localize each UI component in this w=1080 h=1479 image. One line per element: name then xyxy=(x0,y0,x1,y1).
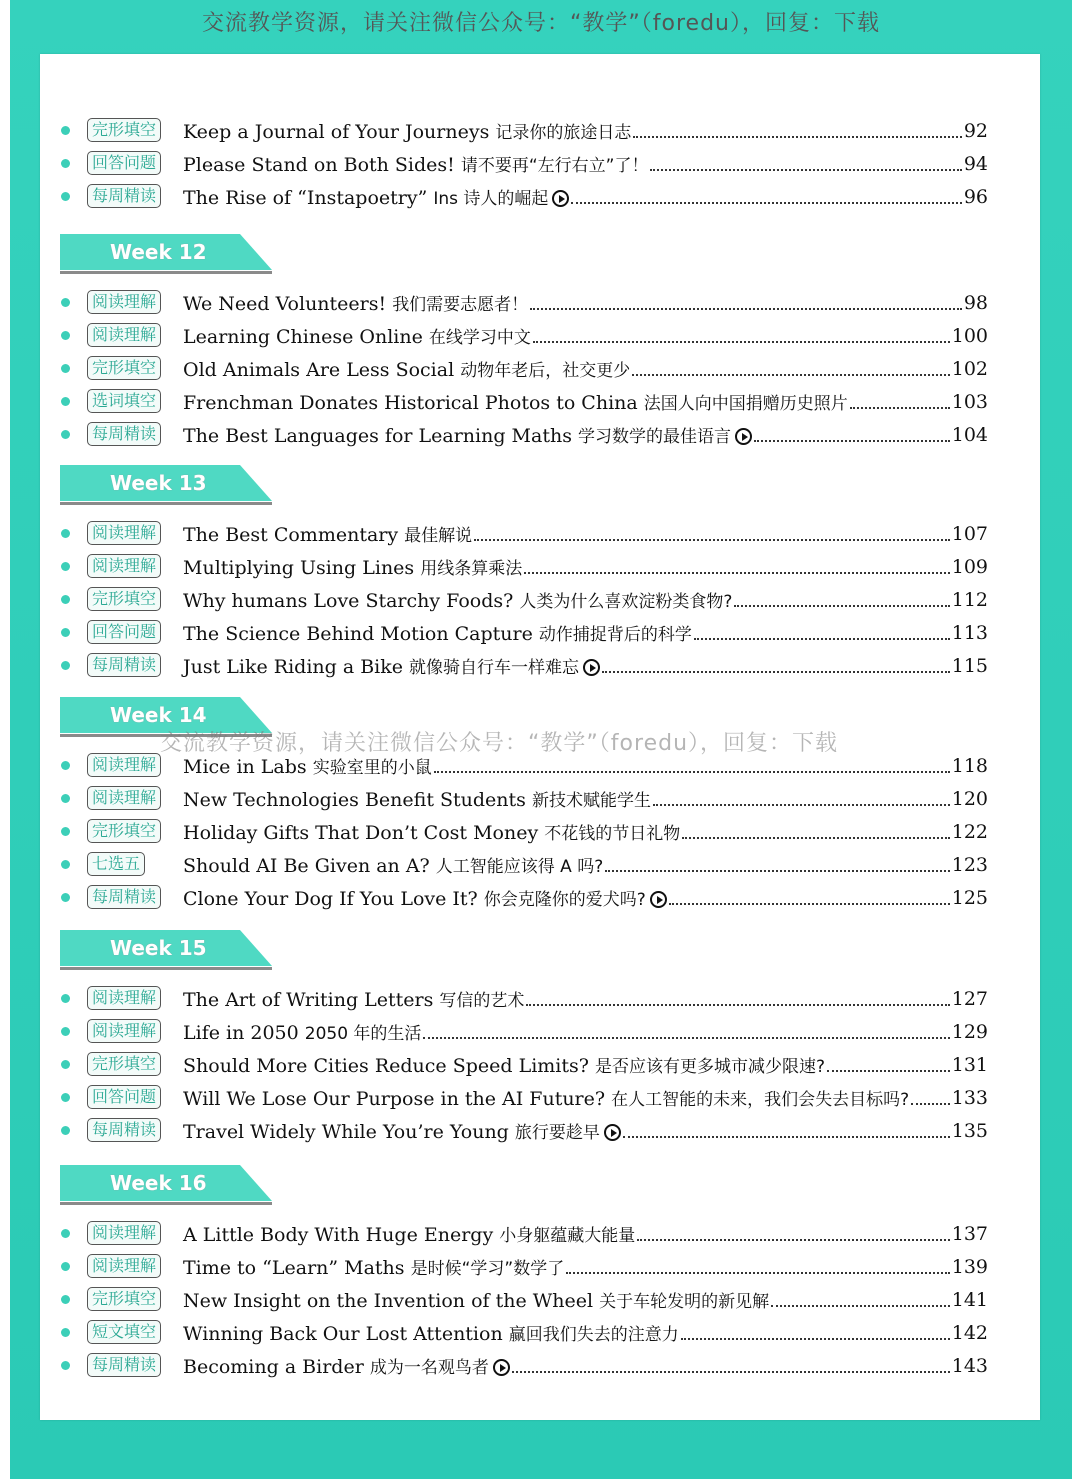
dot-leader xyxy=(512,1371,950,1373)
entry-title-english: Time to “Learn” Maths xyxy=(183,1257,411,1279)
entry-title-chinese: 小身躯蕴藏大能量 xyxy=(499,1226,636,1246)
toc-entry[interactable] xyxy=(40,881,1040,914)
entry-title-chinese: 2050 年的生活 xyxy=(304,1024,422,1044)
entry-title-row xyxy=(183,114,988,147)
dot-leader xyxy=(632,374,950,376)
page-number: 98 xyxy=(963,291,988,314)
entry-title-english: Winning Back Our Lost Attention xyxy=(183,1323,509,1345)
exercise-type-tag: 阅读理解 xyxy=(87,323,161,347)
entry-title-english: Old Animals Are Less Social xyxy=(183,359,461,381)
week-section xyxy=(40,234,1040,451)
week-banner xyxy=(60,930,272,966)
entry-title-english: Frenchman Donates Historical Photos to China xyxy=(183,392,644,414)
entry-title-english: A Little Body With Huge Energy xyxy=(183,1224,500,1246)
toc-entry[interactable] xyxy=(40,550,1040,583)
entry-title-chinese: 不花钱的节日礼物 xyxy=(544,824,681,844)
entry-title-english: Learning Chinese Online xyxy=(183,326,429,348)
exercise-type-tag: 阅读理解 xyxy=(87,986,161,1010)
exercise-type-tag: 短文填空 xyxy=(87,1320,161,1344)
toc-entry[interactable] xyxy=(40,982,1040,1015)
entry-title-english: Will We Lose Our Purpose in the AI Future? xyxy=(183,1088,612,1110)
entry-list xyxy=(40,517,1040,682)
entry-title-chinese: 最佳解说 xyxy=(404,526,473,546)
exercise-type-tag: 完形填空 xyxy=(87,819,161,843)
exercise-type-tag: 完形填空 xyxy=(87,356,161,380)
page-number: 137 xyxy=(951,1222,988,1245)
entry-title-english: The Science Behind Motion Capture xyxy=(183,623,539,645)
entry-title-chinese: 记录你的旅途日志 xyxy=(495,123,632,143)
toc-entry[interactable] xyxy=(40,319,1040,352)
entry-title-english: We Need Volunteers! xyxy=(183,293,393,315)
entry-title xyxy=(183,521,472,546)
dot-leader xyxy=(434,771,950,773)
exercise-type-tag: 阅读理解 xyxy=(87,1221,161,1245)
entry-title-row xyxy=(183,782,988,815)
entry-title-english: Holiday Gifts That Don’t Cost Money xyxy=(183,822,545,844)
exercise-type-tag: 七选五 xyxy=(87,852,145,876)
entry-title-chinese: 学习数学的最佳语言 xyxy=(578,427,731,447)
entry-title-chinese: 你会克隆你的爱犬吗? xyxy=(483,890,646,910)
entry-title-english: The Best Commentary xyxy=(183,524,405,546)
week-underline xyxy=(60,502,272,505)
toc-entry[interactable] xyxy=(40,583,1040,616)
audio-play-icon[interactable] xyxy=(493,1359,510,1376)
page-number: 143 xyxy=(951,1354,988,1377)
entry-title-chinese: 法国人向中国捐赠历史照片 xyxy=(643,394,848,414)
exercise-type-tag: 每周精读 xyxy=(87,184,161,208)
entry-list xyxy=(40,982,1040,1147)
exercise-type-tag: 选词填空 xyxy=(87,389,161,413)
toc-entry[interactable] xyxy=(40,1283,1040,1316)
bullet-dot-icon xyxy=(61,529,70,538)
entry-title xyxy=(183,1320,679,1345)
entry-title xyxy=(183,422,752,447)
bullet-dot-icon xyxy=(61,364,70,373)
bullet-dot-icon xyxy=(61,397,70,406)
entry-title-chinese: 用线条算乘法 xyxy=(420,559,523,579)
audio-play-icon[interactable] xyxy=(552,190,569,207)
bullet-dot-icon xyxy=(61,331,70,340)
week-section xyxy=(40,697,1040,914)
entry-title-row xyxy=(183,319,988,352)
entry-title-row xyxy=(183,1316,988,1349)
bullet-dot-icon xyxy=(61,430,70,439)
entry-title-chinese: 是否应该有更多城市减少限速? xyxy=(594,1057,826,1077)
entry-title xyxy=(183,885,667,910)
page-number: 103 xyxy=(951,390,988,413)
entry-title-row xyxy=(183,1217,988,1250)
entry-title xyxy=(183,587,732,612)
entry-list xyxy=(40,286,1040,451)
dot-leader xyxy=(602,671,950,673)
page-number: 135 xyxy=(951,1119,988,1142)
toc-entry[interactable] xyxy=(40,749,1040,782)
entry-title-english: Multiplying Using Lines xyxy=(183,557,421,579)
toc-entry[interactable] xyxy=(40,1114,1040,1147)
entry-title-row xyxy=(183,982,988,1015)
week-banner xyxy=(60,234,272,270)
contents-page xyxy=(40,54,1040,1420)
page-number: 107 xyxy=(951,522,988,545)
header-text: 交流教学资源，请关注微信公众号：“教学”（foredu），回复：下载 xyxy=(201,11,880,36)
entry-title-chinese: 动物年老后，社交更少 xyxy=(460,361,631,381)
entry-title xyxy=(183,118,631,143)
entry-title-chinese: 请不要再“左行右立”了！ xyxy=(460,156,649,176)
week-section xyxy=(40,930,1040,1147)
week-label: Week 12 xyxy=(110,240,207,264)
entry-title-chinese: 成为一名观鸟者 xyxy=(369,1358,489,1378)
bullet-dot-icon xyxy=(61,860,70,869)
toc-entry[interactable] xyxy=(40,1349,1040,1382)
week-banner xyxy=(60,1165,272,1201)
bullet-dot-icon xyxy=(61,827,70,836)
entry-title xyxy=(183,1221,635,1246)
entry-title-row xyxy=(183,616,988,649)
entry-title xyxy=(183,1254,564,1279)
entry-title-english: Travel Widely While You’re Young xyxy=(183,1121,515,1143)
entry-title-row xyxy=(183,385,988,418)
entry-title-row xyxy=(183,1349,988,1382)
entry-title-english: Keep a Journal of Your Journeys xyxy=(183,121,496,143)
toc-entry[interactable] xyxy=(40,352,1040,385)
entry-title xyxy=(183,184,569,209)
page-number: 118 xyxy=(951,754,988,777)
entry-title xyxy=(183,151,648,176)
exercise-type-tag: 完形填空 xyxy=(87,587,161,611)
entry-title-english: Just Like Riding a Bike xyxy=(183,656,410,678)
week-label: Week 15 xyxy=(110,936,207,960)
exercise-type-tag: 阅读理解 xyxy=(87,786,161,810)
page-number: 142 xyxy=(951,1321,988,1344)
bullet-dot-icon xyxy=(61,595,70,604)
entry-title-row xyxy=(183,147,988,180)
bullet-dot-icon xyxy=(61,1262,70,1271)
toc-entry[interactable] xyxy=(40,286,1040,319)
bullet-dot-icon xyxy=(61,1328,70,1337)
bullet-dot-icon xyxy=(61,994,70,1003)
entry-title-chinese: 是时候“学习”数学了 xyxy=(410,1259,565,1279)
entry-title-chinese: 关于车轮发明的新见解 xyxy=(599,1292,770,1312)
entry-title-row xyxy=(183,1015,988,1048)
dot-leader xyxy=(526,1004,949,1006)
exercise-type-tag: 阅读理解 xyxy=(87,753,161,777)
entry-title xyxy=(183,1353,510,1378)
page-number: 100 xyxy=(951,324,988,347)
exercise-type-tag: 阅读理解 xyxy=(87,521,161,545)
entry-title-row xyxy=(183,649,988,682)
exercise-type-tag: 每周精读 xyxy=(87,1353,161,1377)
entry-title-row xyxy=(183,418,988,451)
page-number: 102 xyxy=(951,357,988,380)
dot-leader xyxy=(669,903,950,905)
dot-leader xyxy=(423,1037,949,1039)
toc-entry[interactable] xyxy=(40,1316,1040,1349)
entry-title xyxy=(183,323,531,348)
toc-entry[interactable] xyxy=(40,114,1040,147)
toc-entry[interactable] xyxy=(40,517,1040,550)
page-number: 133 xyxy=(951,1086,988,1109)
dot-leader xyxy=(571,202,961,204)
entry-list xyxy=(40,749,1040,914)
bullet-dot-icon xyxy=(61,298,70,307)
entry-title-chinese: 人工智能应该得 A 吗? xyxy=(435,857,604,877)
exercise-type-tag: 阅读理解 xyxy=(87,554,161,578)
dot-leader xyxy=(623,1136,950,1138)
bullet-dot-icon xyxy=(61,761,70,770)
entry-title-row xyxy=(183,881,988,914)
entry-title xyxy=(183,1019,421,1044)
entry-title-chinese: 我们需要志愿者！ xyxy=(392,295,529,315)
toc-entry[interactable] xyxy=(40,782,1040,815)
entry-title-english: Should More Cities Reduce Speed Limits? xyxy=(183,1055,595,1077)
bullet-dot-icon xyxy=(61,628,70,637)
week-section xyxy=(40,1165,1040,1382)
entry-title-english: Becoming a Birder xyxy=(183,1356,370,1378)
entry-title xyxy=(183,986,524,1011)
toc-entry[interactable] xyxy=(40,649,1040,682)
dot-leader xyxy=(694,638,950,640)
entry-title xyxy=(183,852,603,877)
entry-title xyxy=(183,653,600,678)
entry-title xyxy=(183,620,692,645)
exercise-type-tag: 完形填空 xyxy=(87,1052,161,1076)
bullet-dot-icon xyxy=(61,1229,70,1238)
week-label: Week 14 xyxy=(110,703,207,727)
dot-leader xyxy=(911,1103,950,1105)
entry-title-english: Clone Your Dog If You Love It? xyxy=(183,888,484,910)
bullet-dot-icon xyxy=(61,1295,70,1304)
week-underline xyxy=(60,1202,272,1205)
exercise-type-tag: 回答问题 xyxy=(87,1085,161,1109)
entry-title-row xyxy=(183,1250,988,1283)
page-number: 92 xyxy=(963,119,988,142)
toc-entry[interactable] xyxy=(40,848,1040,881)
toc-entry[interactable] xyxy=(40,1081,1040,1114)
dot-leader xyxy=(633,136,961,138)
exercise-type-tag: 完形填空 xyxy=(87,1287,161,1311)
page-number: 125 xyxy=(951,886,988,909)
entry-title-chinese: 在人工智能的未来，我们会失去目标吗? xyxy=(611,1090,910,1110)
bullet-dot-icon xyxy=(61,794,70,803)
entry-title-chinese: 实验室里的小鼠 xyxy=(312,758,432,778)
page-number: 127 xyxy=(951,987,988,1010)
entry-title-row xyxy=(183,1114,988,1147)
exercise-type-tag: 回答问题 xyxy=(87,151,161,175)
entry-title-english: The Rise of “Instapoetry” xyxy=(183,187,434,209)
entry-title-row xyxy=(183,583,988,616)
page-number: 122 xyxy=(951,820,988,843)
page-number: 141 xyxy=(951,1288,988,1311)
entry-title xyxy=(183,1085,909,1110)
exercise-type-tag: 每周精读 xyxy=(87,653,161,677)
entry-title xyxy=(183,786,651,811)
toc-entry[interactable] xyxy=(40,385,1040,418)
exercise-type-tag: 阅读理解 xyxy=(87,1019,161,1043)
bullet-dot-icon xyxy=(61,661,70,670)
entry-title-chinese: 新技术赋能学生 xyxy=(531,791,651,811)
entry-list xyxy=(40,1217,1040,1382)
exercise-type-tag: 每周精读 xyxy=(87,422,161,446)
dot-leader xyxy=(681,1338,950,1340)
bullet-dot-icon xyxy=(61,159,70,168)
entry-title-english: Mice in Labs xyxy=(183,756,313,778)
entry-title xyxy=(183,554,522,579)
dot-leader xyxy=(637,1239,950,1241)
bullet-dot-icon xyxy=(61,1060,70,1069)
entry-title-chinese: Ins 诗人的崛起 xyxy=(433,189,549,209)
entry-title-chinese: 在线学习中文 xyxy=(428,328,531,348)
dot-leader xyxy=(827,1070,950,1072)
entry-title xyxy=(183,1052,825,1077)
entry-title-english: Should AI Be Given an A? xyxy=(183,855,436,877)
page-number: 131 xyxy=(951,1053,988,1076)
entry-title-row xyxy=(183,180,988,213)
entry-title-english: New Technologies Benefit Students xyxy=(183,789,532,811)
entry-title-chinese: 旅行要趁早 xyxy=(514,1123,600,1143)
page-number: 113 xyxy=(951,621,988,644)
intro-section xyxy=(40,114,1040,213)
page-number: 109 xyxy=(951,555,988,578)
audio-play-icon[interactable] xyxy=(583,659,600,676)
week-banner xyxy=(60,697,272,733)
entry-title-chinese: 动作捕捉背后的科学 xyxy=(538,625,692,645)
exercise-type-tag: 阅读理解 xyxy=(87,290,161,314)
entry-title-row xyxy=(183,286,988,319)
page-number: 120 xyxy=(951,787,988,810)
page-number: 96 xyxy=(963,185,988,208)
bullet-dot-icon xyxy=(61,126,70,135)
dot-leader xyxy=(605,870,949,872)
exercise-type-tag: 回答问题 xyxy=(87,620,161,644)
page-number: 139 xyxy=(951,1255,988,1278)
entry-title-english: New Insight on the Invention of the Wheel xyxy=(183,1290,600,1312)
dot-leader xyxy=(650,169,961,171)
dot-leader xyxy=(474,539,950,541)
entry-title xyxy=(183,753,432,778)
page-number: 129 xyxy=(951,1020,988,1043)
bullet-dot-icon xyxy=(61,893,70,902)
week-label: Week 16 xyxy=(110,1171,207,1195)
exercise-type-tag: 阅读理解 xyxy=(87,1254,161,1278)
week-underline xyxy=(60,967,272,970)
bullet-dot-icon xyxy=(61,192,70,201)
page-number: 104 xyxy=(951,423,988,446)
exercise-type-tag: 每周精读 xyxy=(87,885,161,909)
dot-leader xyxy=(771,1305,950,1307)
dot-leader xyxy=(653,804,950,806)
watermark-text: 交流教学资源，请关注微信公众号：“教学”（foredu），回复：下载 xyxy=(160,731,839,756)
toc-entry[interactable] xyxy=(40,418,1040,451)
page-number: 123 xyxy=(951,853,988,876)
dot-leader xyxy=(524,572,950,574)
entry-title-row xyxy=(183,749,988,782)
entry-title-english: The Best Languages for Learning Maths xyxy=(183,425,578,447)
header-banner xyxy=(10,0,1072,48)
toc-entry[interactable] xyxy=(40,147,1040,180)
toc-entry[interactable] xyxy=(40,1048,1040,1081)
audio-play-icon[interactable] xyxy=(650,891,667,908)
bullet-dot-icon xyxy=(61,1027,70,1036)
entry-title-row xyxy=(183,1048,988,1081)
audio-play-icon[interactable] xyxy=(604,1124,621,1141)
entry-title-row xyxy=(183,550,988,583)
entry-title-english: Life in 2050 xyxy=(183,1022,305,1044)
entry-title-row xyxy=(183,1283,988,1316)
entry-title-english: Please Stand on Both Sides! xyxy=(183,154,461,176)
page-number: 112 xyxy=(951,588,988,611)
entry-title-english: The Art of Writing Letters xyxy=(183,989,440,1011)
entry-title-chinese: 写信的艺术 xyxy=(439,991,525,1011)
audio-play-icon[interactable] xyxy=(735,428,752,445)
week-section xyxy=(40,465,1040,682)
entry-title-row xyxy=(183,352,988,385)
dot-leader xyxy=(754,440,950,442)
entry-title xyxy=(183,290,528,315)
entry-title xyxy=(183,1287,769,1312)
entry-title xyxy=(183,389,848,414)
dot-leader xyxy=(734,605,949,607)
entry-title-chinese: 赢回我们失去的注意力 xyxy=(508,1325,679,1345)
toc-entry[interactable] xyxy=(40,815,1040,848)
entry-title-row xyxy=(183,1081,988,1114)
entry-title xyxy=(183,1118,621,1143)
page-number: 94 xyxy=(963,152,988,175)
toc-entry[interactable] xyxy=(40,1250,1040,1283)
entry-title-row xyxy=(183,848,988,881)
dot-leader xyxy=(850,407,950,409)
dot-leader xyxy=(566,1272,950,1274)
dot-leader xyxy=(682,837,950,839)
entry-title-english: Why humans Love Starchy Foods? xyxy=(183,590,520,612)
bullet-dot-icon xyxy=(61,562,70,571)
entry-title xyxy=(183,819,680,844)
toc-entry[interactable] xyxy=(40,180,1040,213)
entry-title-row xyxy=(183,517,988,550)
bullet-dot-icon xyxy=(61,1126,70,1135)
week-banner xyxy=(60,465,272,501)
bullet-dot-icon xyxy=(61,1361,70,1370)
entry-title xyxy=(183,356,630,381)
toc-entry[interactable] xyxy=(40,1015,1040,1048)
entry-title-chinese: 人类为什么喜欢淀粉类食物? xyxy=(519,592,733,612)
dot-leader xyxy=(530,308,962,310)
toc-entry[interactable] xyxy=(40,1217,1040,1250)
exercise-type-tag: 每周精读 xyxy=(87,1118,161,1142)
bullet-dot-icon xyxy=(61,1093,70,1102)
entry-title-chinese: 就像骑自行车一样难忘 xyxy=(409,658,580,678)
entry-list xyxy=(40,114,1040,213)
dot-leader xyxy=(533,341,950,343)
exercise-type-tag: 完形填空 xyxy=(87,118,161,142)
page-number: 115 xyxy=(951,654,988,677)
entry-title-row xyxy=(183,815,988,848)
week-underline xyxy=(60,271,272,274)
bottom-band xyxy=(10,1420,1072,1479)
week-underline xyxy=(60,734,272,737)
week-label: Week 13 xyxy=(110,471,207,495)
toc-entry[interactable] xyxy=(40,616,1040,649)
